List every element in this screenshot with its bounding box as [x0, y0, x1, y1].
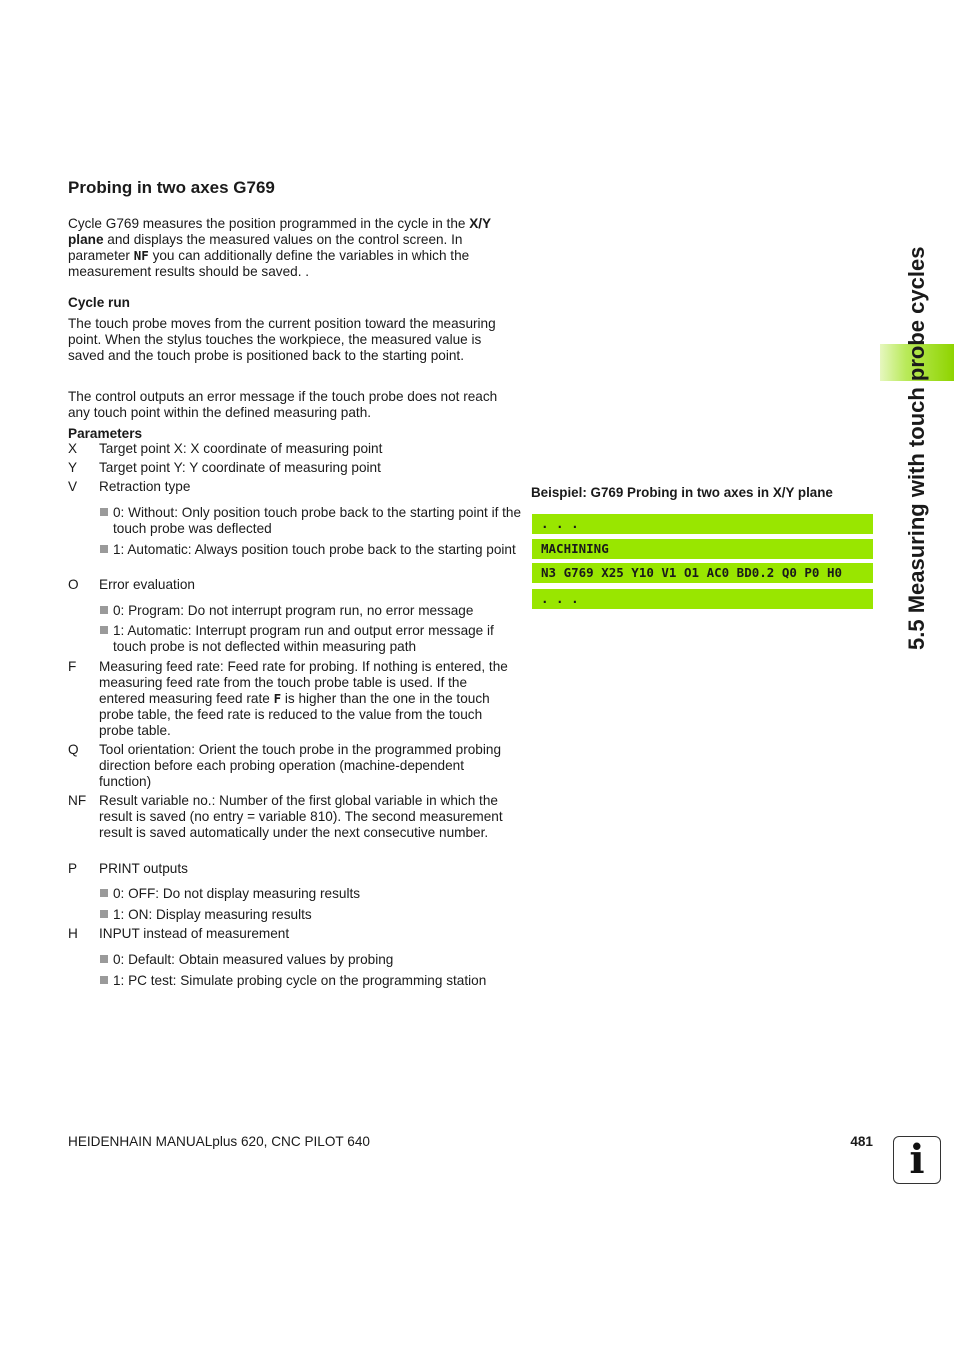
chapter-side-title: 5.5 Measuring with touch probe cycles — [904, 246, 929, 650]
bullet-square-icon — [100, 889, 108, 897]
code-line-3: N3 G769 X25 Y10 V1 O1 AC0 BD0.2 Q0 P0 H0 — [532, 563, 873, 583]
param-p-option-0: 0: OFF: Do not display measuring results — [100, 886, 523, 902]
section-heading: Probing in two axes G769 — [68, 178, 275, 197]
param-desc-v: Retraction type — [99, 479, 191, 494]
cycle-run-paragraph-1: The touch probe moves from the current position toward the measuring point. When the stylus touches the workpiece, the measured value is saved and the touch probe is positioned back to the starting point. — [68, 316, 496, 363]
cycle-run-paragraph-2: The control outputs an error message if the touch probe does not reach any touch point within the defined measuring path. — [68, 389, 498, 420]
param-desc-p: PRINT outputs — [99, 861, 188, 876]
param-v-option-1: 1: Automatic: Always position touch probe back to the starting point — [100, 542, 523, 558]
param-key-f: F — [68, 659, 77, 674]
param-o-option-0: 0: Program: Do not interrupt program run, no error message — [100, 603, 523, 619]
param-v-option-0: 0: Without: Only position touch probe back to the starting point if the touch probe was deflected — [100, 505, 523, 537]
param-desc-f: Measuring feed rate: Feed rate for probing. If nothing is entered, the measuring feed rate from the touch probe table is used. If the entered measuring feed rate F is higher than the one in the touch probe table, the feed rate is reduced to the value from the touch probe table. — [99, 659, 508, 738]
param-key-nf: NF — [68, 793, 87, 808]
param-desc-q: Tool orientation: Orient the touch probe in the programmed probing direction before each probing operation (machine-dependent function) — [99, 742, 502, 789]
param-h-option-1: 1: PC test: Simulate probing cycle on the programming station — [100, 973, 523, 989]
intro-paragraph: Cycle G769 measures the position programmed in the cycle in the X/Y plane and displays the measured values on the control screen. In parameter NF you can additionally define the variables in which the measurement results should be saved. . — [68, 216, 491, 279]
param-o-option-1: 1: Automatic: Interrupt program run and output error message if touch probe is not deflected within measuring path — [100, 623, 523, 655]
cycle-run-heading: Cycle run — [68, 295, 130, 310]
param-p-option-1: 1: ON: Display measuring results — [100, 907, 523, 923]
param-key-q: Q — [68, 742, 79, 757]
example-title: Beispiel: G769 Probing in two axes in X/Y plane — [531, 485, 833, 500]
bullet-square-icon — [100, 955, 108, 963]
param-desc-x: Target point X: X coordinate of measuring point — [99, 441, 383, 456]
param-desc-o: Error evaluation — [99, 577, 195, 592]
param-key-h: H — [68, 926, 78, 941]
param-h-option-0: 0: Default: Obtain measured values by probing — [100, 952, 523, 968]
bullet-square-icon — [100, 910, 108, 918]
bullet-square-icon — [100, 976, 108, 984]
param-key-p: P — [68, 861, 78, 876]
code-line-2: MACHINING — [532, 539, 873, 559]
param-desc-nf: Result variable no.: Number of the first global variable in which the result is saved (no entry = variable 810). The second measurement result is saved automatically under the next consecutive number. — [99, 793, 503, 840]
param-key-o: O — [68, 577, 79, 592]
bullet-square-icon — [100, 606, 108, 614]
param-key-v: V — [68, 479, 78, 494]
code-line-4: . . . — [532, 589, 873, 609]
page-number: 481 — [850, 1134, 873, 1149]
footer-manual-title: HEIDENHAIN MANUALplus 620, CNC PILOT 640 — [68, 1134, 370, 1149]
param-key-x: X — [68, 441, 78, 456]
bullet-square-icon — [100, 508, 108, 516]
param-key-y: Y — [68, 460, 78, 475]
code-line-1: . . . — [532, 514, 873, 534]
bullet-square-icon — [100, 545, 108, 553]
info-icon: i — [893, 1136, 941, 1184]
param-desc-y: Target point Y: Y coordinate of measuring point — [99, 460, 381, 475]
param-desc-h: INPUT instead of measurement — [99, 926, 290, 941]
bullet-square-icon — [100, 626, 108, 634]
parameters-heading: Parameters — [68, 426, 143, 441]
